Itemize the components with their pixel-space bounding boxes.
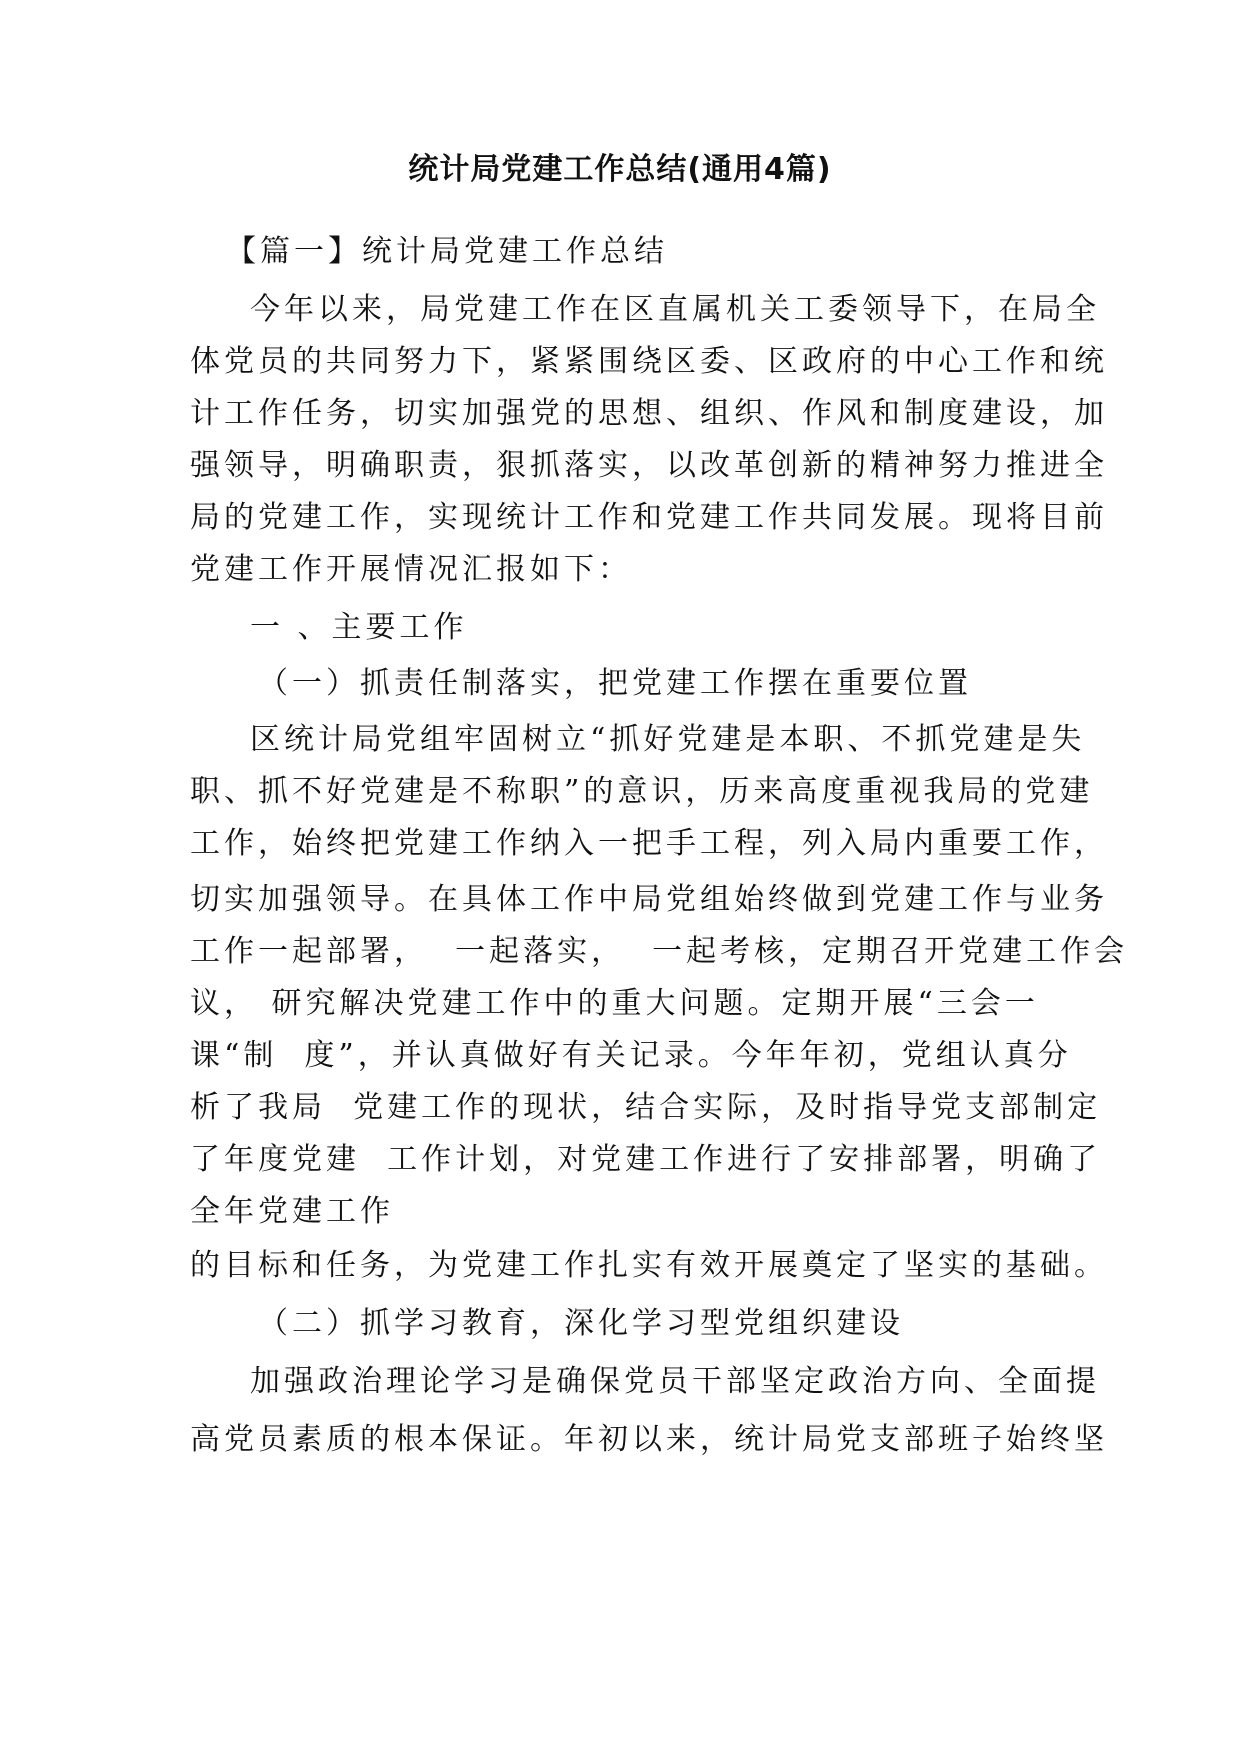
body-line: 体党员的共同努力下，紧紧围绕区委、区政府的中心工作和统 (190, 344, 1108, 379)
subsection-heading: （一）抓责任制落实，把党建工作摆在重要位置 (258, 666, 972, 701)
document-title: 统计局党建工作总结(通用4篇) (408, 152, 832, 187)
body-line: 全年党建工作 (190, 1194, 394, 1229)
body-line: 区统计局党组牢固树立“抓好党建是本职、不抓党建是失 (250, 722, 1086, 757)
section-heading: 【篇一】统计局党建工作总结 (226, 234, 668, 269)
body-line: 今年以来，局党建工作在区直属机关工委领导下，在局全 (250, 292, 1100, 327)
body-line: 工作一起部署， 一起落实， 一起考核，定期召开党建工作会 (190, 934, 1129, 969)
body-line: 了年度党建 工作计划，对党建工作进行了安排部署，明确了 (190, 1142, 1102, 1177)
body-line: 析了我局 党建工作的现状，结合实际，及时指导党支部制定 (190, 1090, 1102, 1125)
body-line: 的目标和任务，为党建工作扎实有效开展奠定了坚实的基础。 (190, 1248, 1108, 1283)
body-line: 切实加强领导。在具体工作中局党组始终做到党建工作与业务 (190, 882, 1108, 917)
subsection-heading: （二）抓学习教育，深化学习型党组织建设 (258, 1306, 904, 1341)
body-line: 职、抓不好党建是不称职”的意识，历来高度重视我局的党建 (190, 774, 1094, 809)
subsection-heading: 一 、主要工作 (250, 610, 468, 645)
body-line: 强领导，明确职责，狠抓落实，以改革创新的精神努力推进全 (190, 448, 1108, 483)
body-line: 局的党建工作，实现统计工作和党建工作共同发展。现将目前 (190, 500, 1108, 535)
body-line: 议， 研究解决党建工作中的重大问题。定期开展“三会一 (190, 986, 1039, 1021)
body-line: 工作，始终把党建工作纳入一把手工程，列入局内重要工作， (190, 826, 1108, 861)
body-line: 课“制 度”，并认真做好有关记录。今年年初，党组认真分 (190, 1038, 1072, 1073)
body-line: 党建工作开展情况汇报如下： (190, 552, 632, 587)
body-line: 计工作任务，切实加强党的思想、组织、作风和制度建设，加 (190, 396, 1108, 431)
body-line: 高党员素质的根本保证。年初以来，统计局党支部班子始终坚 (190, 1422, 1108, 1457)
body-line: 加强政治理论学习是确保党员干部坚定政治方向、全面提 (250, 1364, 1100, 1399)
